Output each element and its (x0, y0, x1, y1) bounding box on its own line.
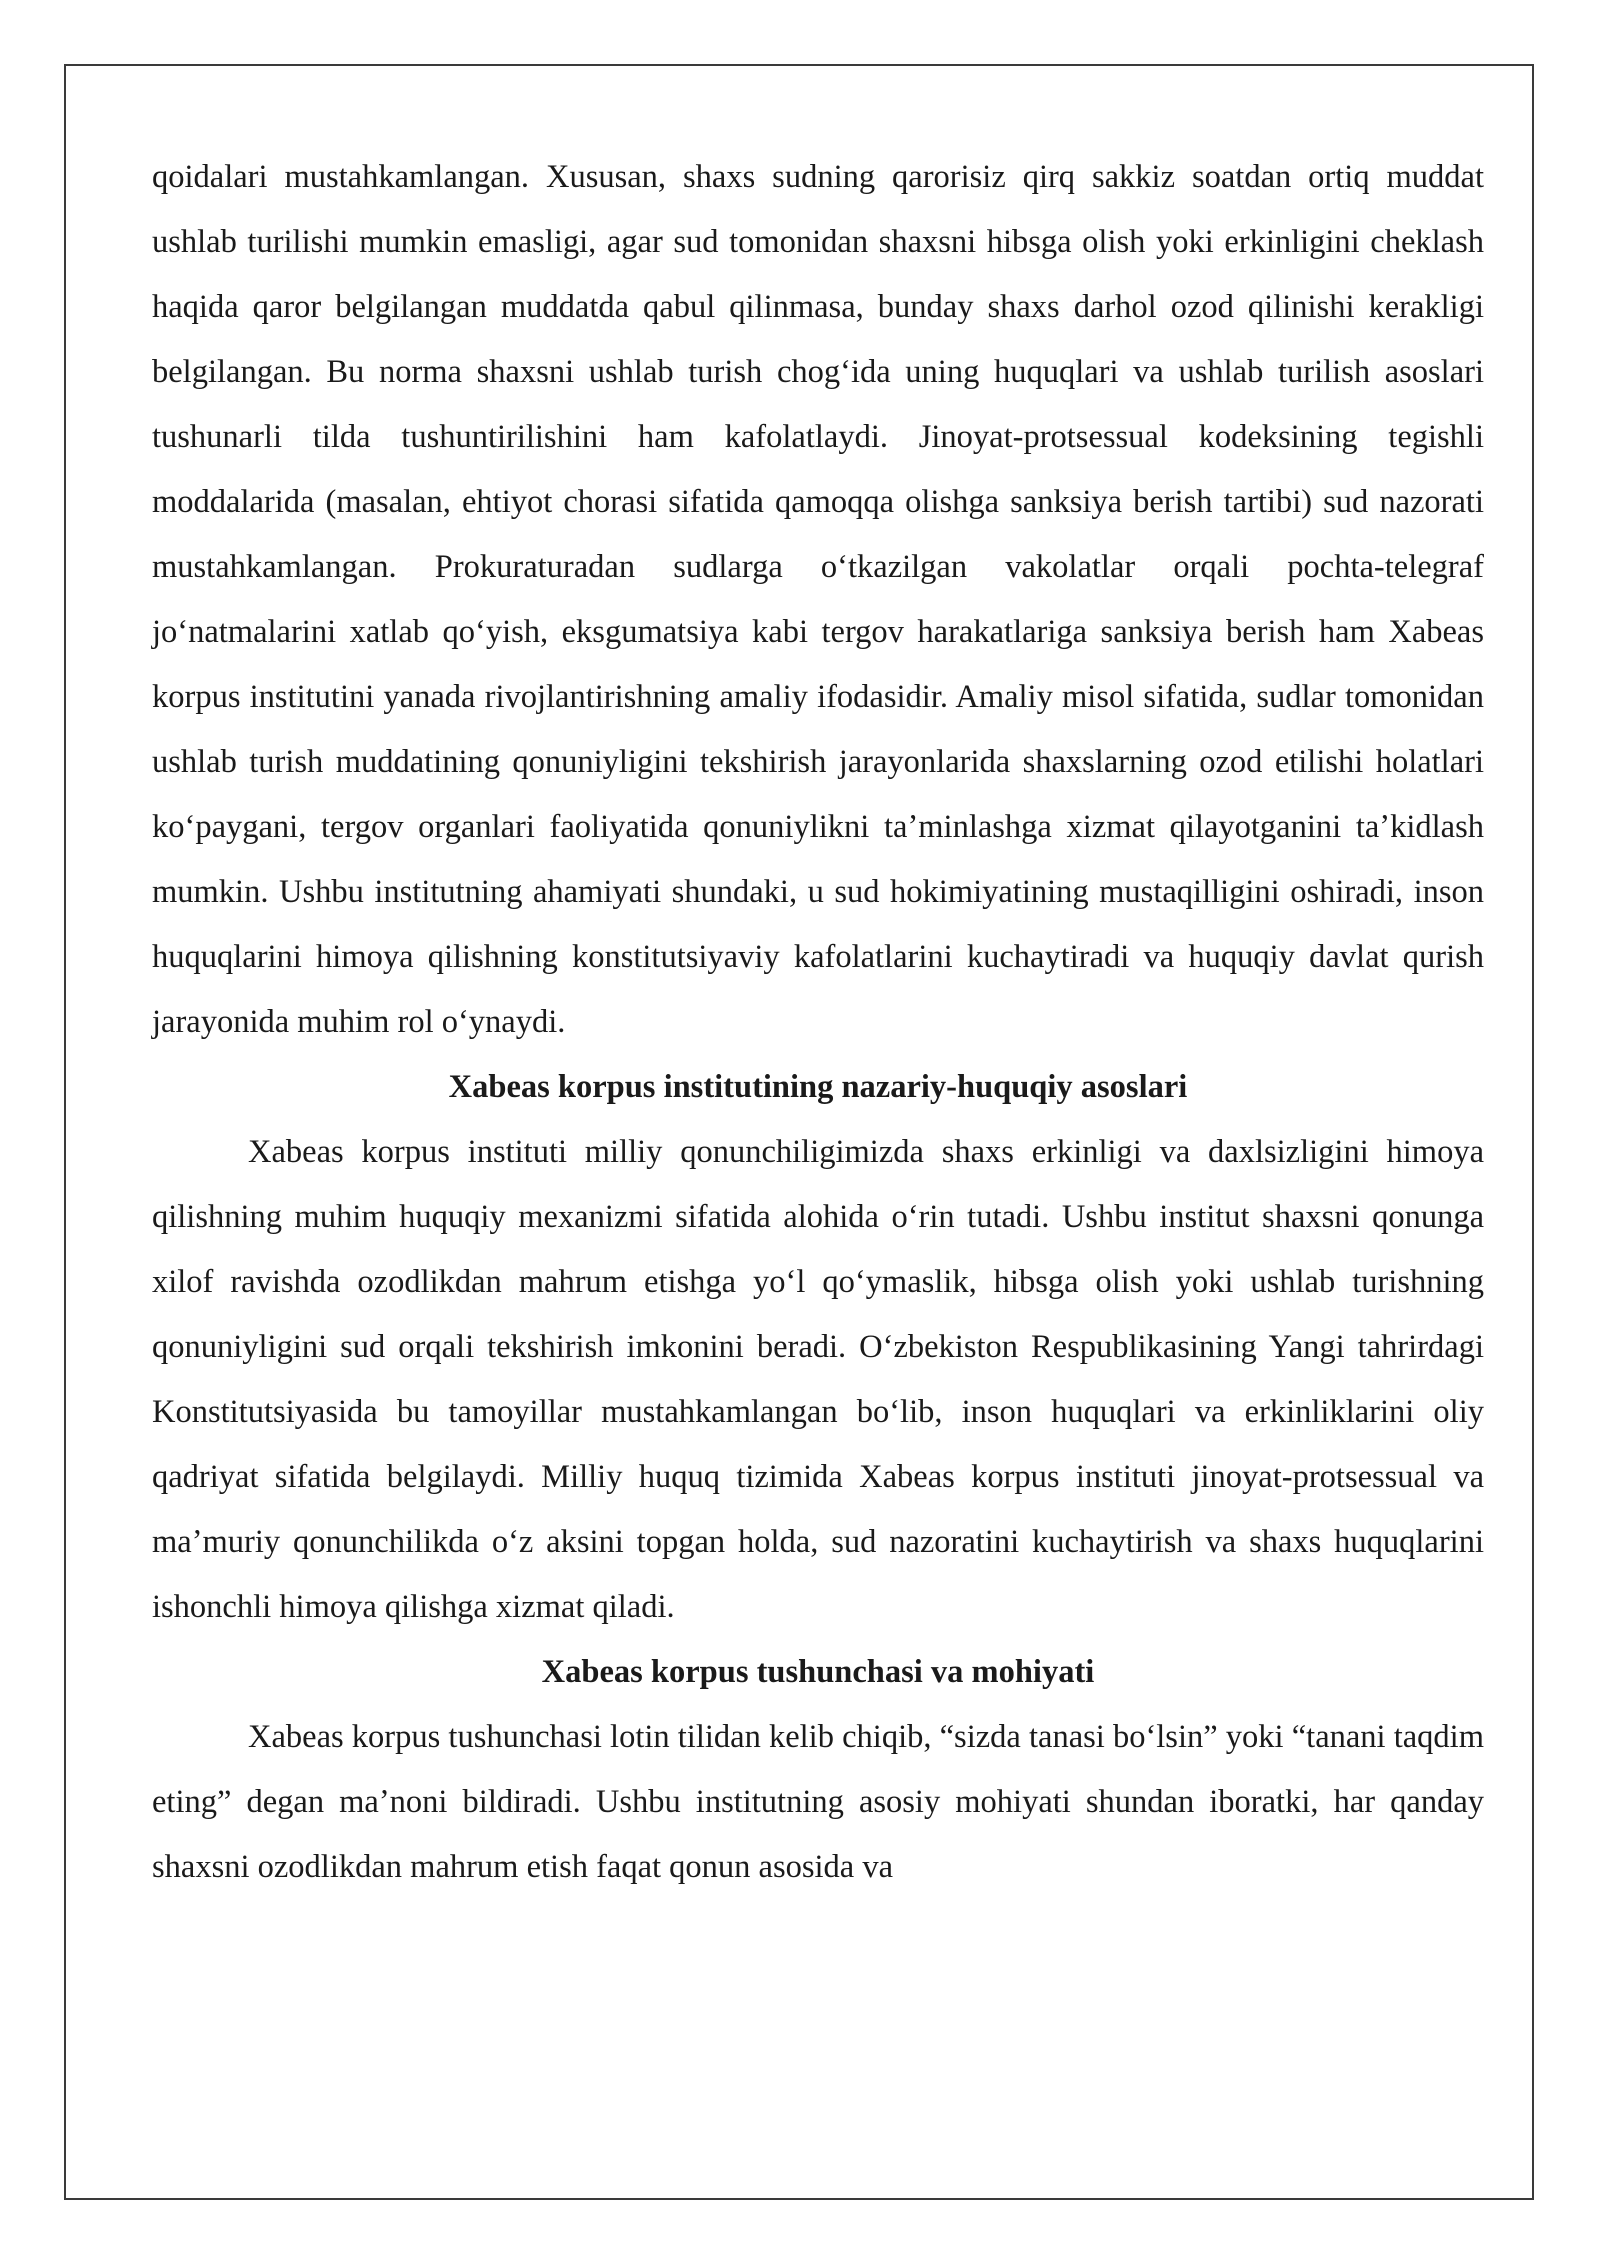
section-heading-legal-foundations: Xabeas korpus institutining nazariy-huquqiy asoslari (448, 1069, 1188, 1105)
page-content (152, 145, 1484, 1900)
paragraph-concept-essence: Xabeas korpus tushunchasi lotin tilidan kelib chiqib, “sizda tanasi boʻlsin” yoki “tanani taqdim eting” degan maʼnoni bildiradi. Ushbu institutning asosiy mohiyati shundan iboratki, har qanday shaxsni ozodlikdan mahrum etish faqat qonun asosida va (152, 1719, 1484, 1885)
paragraph-legal-foundations: Xabeas korpus instituti milliy qonunchiligimizda shaxs erkinligi va daxlsizligini himoya qilishning muhim huquqiy mexanizmi sifatida alohida oʻrin tutadi. Ushbu institut shaxsni qonunga xilof ravishda ozodlikdan mahrum etishga yoʻl qoʻymaslik, hibsga olish yoki ushlab turishning qonuniyligini sud orqali tekshirish imkonini beradi. Oʻzbekiston Respublikasining Yangi tahrirdagi Konstitutsiyasida bu tamoyillar mustahkamlangan boʻlib, inson huquqlari va erkinliklarini oliy qadriyat sifatida belgilaydi. Milliy huquq tizimida Xabeas korpus instituti jinoyat-protsessual va maʼmuriy qonunchilikda oʻz aksini topgan holda, sud nazoratini kuchaytirish va shaxs huquqlarini ishonchli himoya qilishga xizmat qiladi. (152, 1134, 1484, 1625)
paragraph-continuation: qoidalari mustahkamlangan. Xususan, shaxs sudning qarorisiz qirq sakkiz soatdan ortiq muddat ushlab turilishi mumkin emasligi, agar sud tomonidan shaxsni hibsga olish yoki erkinligini cheklash haqida qaror belgilangan muddatda qabul qilinmasa, bunday shaxs darhol ozod qilinishi kerakligi belgilangan. Bu norma shaxsni ushlab turish chogʻida uning huquqlari va ushlab turilish asoslari tushunarli tilda tushuntirilishini ham kafolatlaydi. Jinoyat-protsessual kodeksining tegishli moddalarida (masalan, ehtiyot chorasi sifatida qamoqqa olishga sanksiya berish tartibi) sud nazorati mustahkamlangan. Prokuraturadan sudlarga oʻtkazilgan vakolatlar orqali pochta-telegraf joʻnatmalarini xatlab qoʻyish, eksgumatsiya kabi tergov harakatlariga sanksiya berish ham Xabeas korpus institutini yanada rivojlantirishning amaliy ifodasidir. Amaliy misol sifatida, sudlar tomonidan ushlab turish muddatining qonuniyligini tekshirish jarayonlarida shaxslarning ozod etilishi holatlari koʻpaygani, tergov organlari faoliyatida qonuniylikni taʼminlashga xizmat qilayotganini taʼkidlash mumkin. Ushbu institutning ahamiyati shundaki, u sud hokimiyatining mustaqilligini oshiradi, inson huquqlarini himoya qilishning konstitutsiyaviy kafolatlarini kuchaytiradi va huquqiy davlat qurish jarayonida muhim rol oʻynaydi. (152, 159, 1484, 1040)
section-heading-concept-essence: Xabeas korpus tushunchasi va mohiyati (541, 1654, 1095, 1690)
